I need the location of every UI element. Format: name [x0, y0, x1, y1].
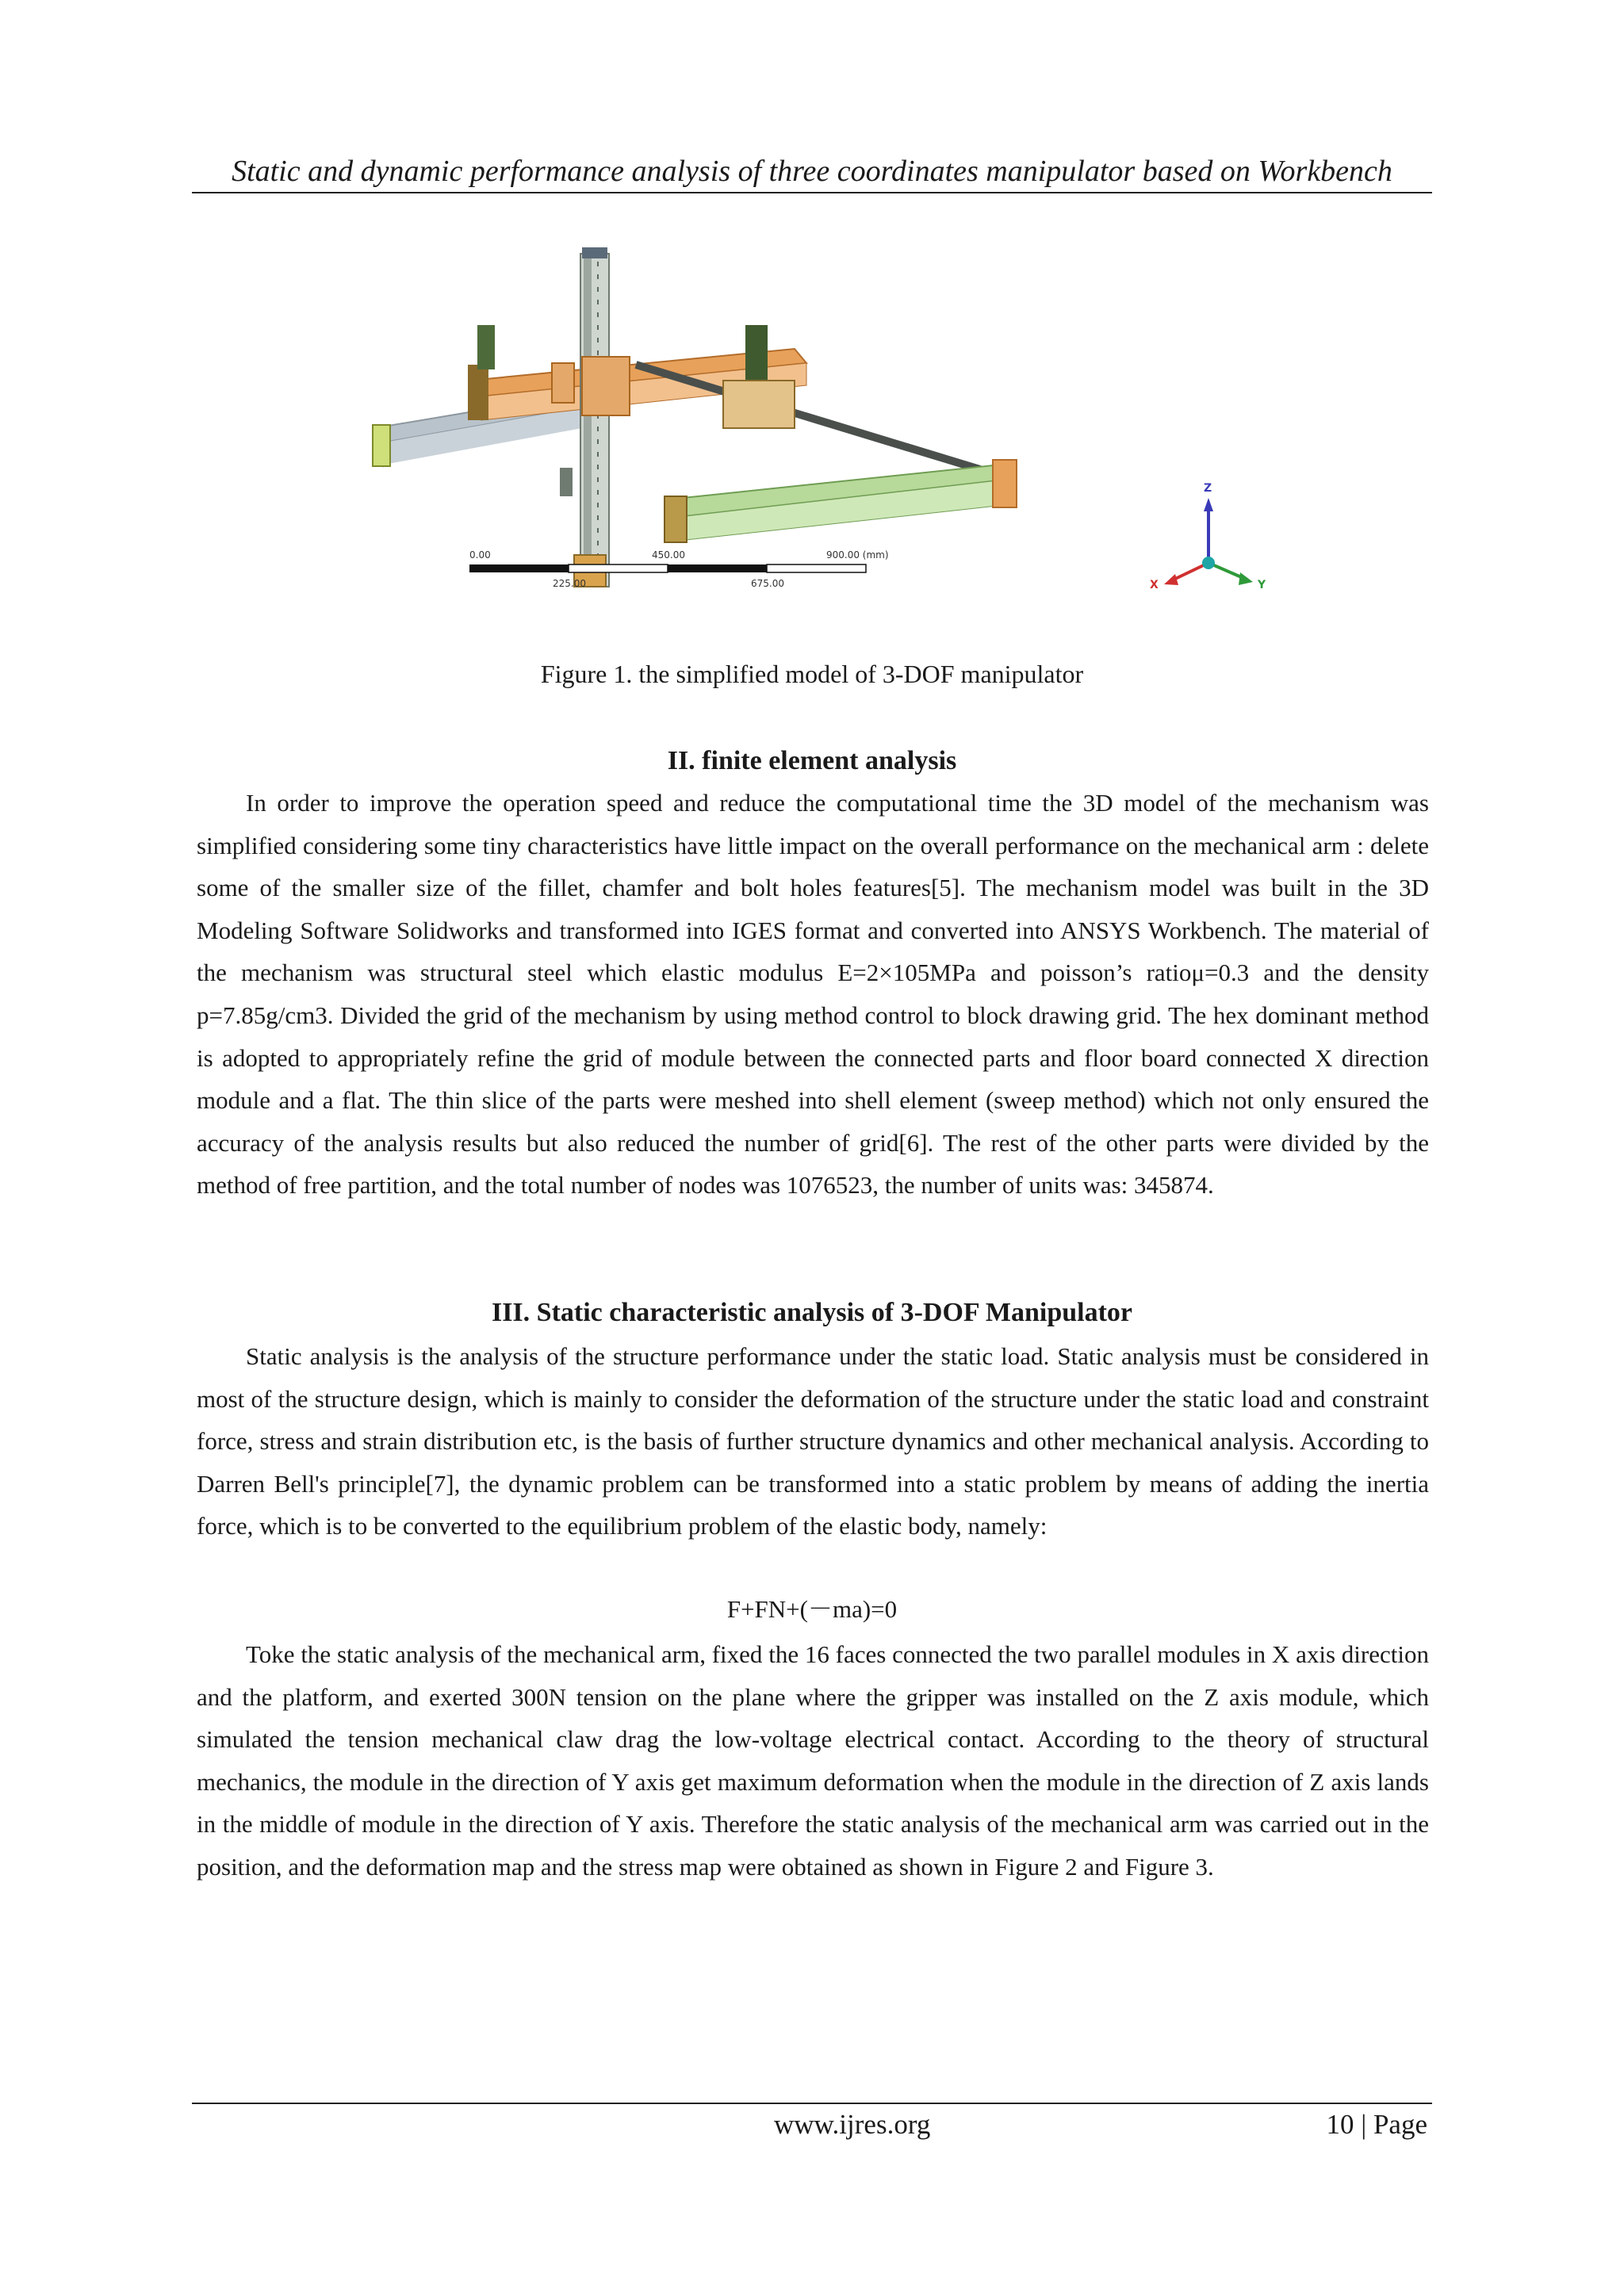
equation-equilibrium: F+FN+(－ma)=0: [726, 1595, 898, 1623]
coordinate-triad: [1150, 482, 1266, 591]
rail-rod: [636, 365, 1001, 476]
figure-1-caption: Figure 1. the simplified model of 3-DOF manipulator: [540, 660, 1084, 688]
x-axis-label: X: [1150, 579, 1159, 591]
paragraph-static-method: Toke the static analysis of the mechanical arm, fixed the 16 faces connected the two parallel modules in X axis direction and the platform, and exerted 300N tension on the plane where the gripper was installed on the Z axis module, which simulated the tension mechanical claw drag the low-voltage electrical contact. According to the theory of structural mechanics, the module in the direction of Y axis get maximum deformation when the module in the direction of Z axis lands in the middle of module in the direction of Y axis. Therefore the static analysis of the mechanical arm was carried out in the position, and the deformation map and the stress map were obtained as shown in Figure 2 and Figure 3.: [197, 1640, 1429, 1881]
y-axis-label: Y: [1258, 579, 1266, 591]
footer-page-number: 10 | Page: [1326, 2109, 1427, 2140]
scale-label-0: 0.00: [469, 549, 491, 561]
footer-rule: [192, 2103, 1432, 2104]
scale-label-675: 675.00: [751, 578, 784, 589]
scale-label-450: 450.00: [652, 549, 685, 561]
manipulator-model-illustration: [350, 230, 1286, 658]
section-title-finite-element: II. finite element analysis: [667, 746, 957, 775]
section-title-static-analysis: III. Static characteristic analysis of 3-DOF Manipulator: [491, 1298, 1133, 1327]
scale-bar: [469, 549, 889, 589]
scale-label-900: 900.00 (mm): [826, 549, 889, 561]
paragraph-finite-element: In order to improve the operation speed and reduce the computational time the 3D model of the mechanism was simplified considering some tiny characteristics have little impact on the overall performance on the mechanical arm : delete some of the smaller size of the fillet, chamfer and bolt holes features[5]. The mechanism model was built in the 3D Modeling Software Solidworks and transformed into IGES format and converted into ANSYS Workbench. The material of the mechanism was structural steel which elastic modulus E=2×105MPa and poisson’s ratioμ=0.3 and the density p=7.85g/cm3. Divided the grid of the mechanism by using method control to block drawing grid. The hex dominant method is adopted to appropriately refine the grid of module between the connected parts and floor board connected X direction module and a flat. The thin slice of the parts were meshed into shell element (sweep method) which not only ensured the accuracy of the analysis results but also reduced the number of grid[6]. The rest of the other parts were divided by the method of free partition, and the total number of nodes was 1076523, the number of units was: 345874.: [197, 789, 1429, 1200]
scale-label-225: 225.00: [553, 578, 586, 589]
footer-website: www.ijres.org: [774, 2109, 931, 2140]
running-header: Static and dynamic performance analysis of three coordinates manipulator based on Workbench: [232, 155, 1392, 188]
z-axis-label: Z: [1204, 482, 1212, 495]
header-rule: [192, 192, 1432, 193]
figure-1: [350, 230, 1286, 658]
paragraph-static-intro: Static analysis is the analysis of the structure performance under the static load. Static analysis must be considered in most of the structure design, which is mainly to consider the deformation of the structure under the static load and constraint force, stress and strain distribution etc, is the basis of further structure dynamics and other mechanical analysis. According to Darren Bell's principle[7], the dynamic problem can be transformed into a static problem by means of adding the inertia force, which is to be converted to the equilibrium problem of the elastic body, namely:: [197, 1342, 1429, 1540]
